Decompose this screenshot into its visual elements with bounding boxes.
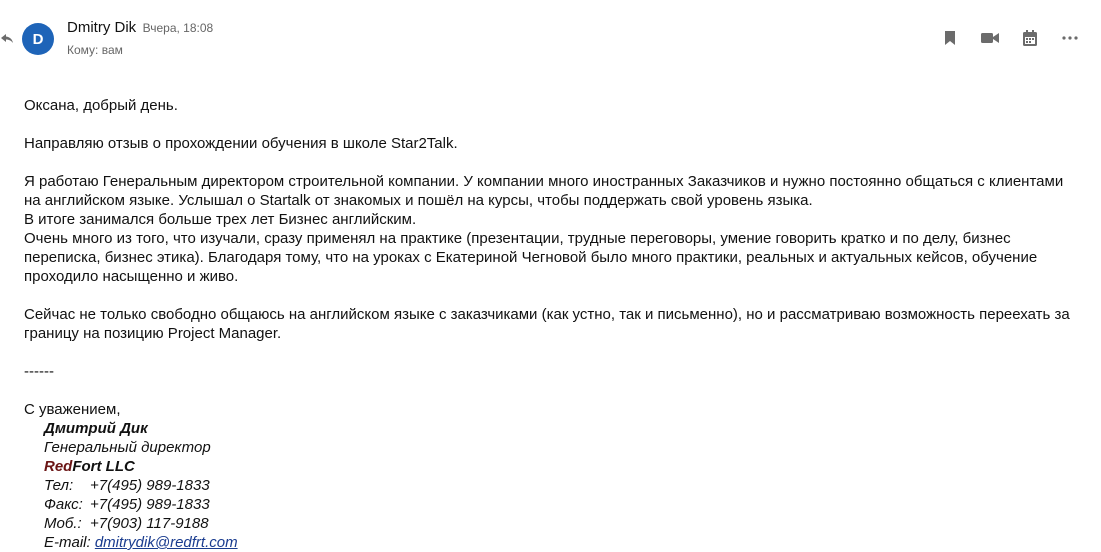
email-link[interactable]: dmitrydik@redfrt.com (94, 534, 238, 551)
paragraph-2-line: переписка, бизнес этика). Благодаря тому, что на уроках с Екатериной Чегновой было много практики, реальных и актуальных кейсов, обучение (24, 249, 1038, 266)
sender-name[interactable]: Dmitry Dik (67, 19, 137, 36)
closing: С уважением, (24, 401, 121, 418)
email-label: E-mail: (44, 534, 91, 551)
paragraph-3-line: границу на позицию Project Manager. (24, 325, 282, 342)
signature (24, 419, 1084, 552)
message-toolbar (919, 29, 1079, 47)
recipient-row (67, 43, 123, 57)
paragraph-2-line: Очень много из того, что изучали, сразу применял на практике (презентации, трудные переговоры, умение говорить кратко и по делу, бизнес (24, 230, 1011, 247)
signature-phone-row (44, 476, 1084, 495)
signature-company (44, 457, 1084, 476)
paragraph-2-line: проходило насыщенно и живо. (24, 268, 239, 285)
paragraph-2-line: В итоге занимался больше трех лет Бизнес английским. (24, 211, 417, 228)
mobile-value: +7(903) 117-9188 (90, 515, 209, 532)
paragraph-2 (24, 172, 1084, 286)
fax-label: Факс: (44, 496, 83, 513)
signature-fax-row (44, 495, 1084, 514)
paragraph-3 (24, 305, 1084, 343)
company-rest-part: Fort LLC (72, 458, 135, 475)
phone-value: +7(495) 989-1833 (90, 477, 210, 494)
paragraph-2-line: на английском языке. Услышал о Startalk от знакомых и пошёл на курсы, чтобы поддержать свой уровень языка. (24, 192, 813, 209)
sender-row (67, 19, 213, 37)
greeting: Оксана, добрый день. (24, 97, 178, 114)
avatar: D (22, 23, 54, 55)
phone-label: Тел: (44, 477, 74, 494)
paragraph-2-line: Я работаю Генеральным директором строительной компании. У компании много иностранных Заказчиков и нужно постоянно общаться с клиентами (24, 173, 1064, 190)
more-icon[interactable] (1061, 29, 1079, 47)
signature-mobile-row (44, 514, 1084, 533)
bookmark-icon[interactable] (941, 29, 959, 47)
company-red-part: Red (44, 458, 73, 475)
signature-title: Генеральный директор (44, 439, 211, 456)
signature-email-row (44, 533, 1084, 552)
video-icon[interactable] (981, 29, 999, 47)
fax-value: +7(495) 989-1833 (90, 496, 210, 513)
paragraph-1: Направляю отзыв о прохождении обучения в школе Star2Talk. (24, 135, 458, 152)
reply-icon[interactable] (0, 31, 14, 45)
to-value: вам (101, 43, 123, 57)
separator: ------ (24, 363, 54, 380)
calendar-icon[interactable] (1021, 29, 1039, 47)
signature-name: Дмитрий Дик (44, 420, 148, 437)
paragraph-3-line: Сейчас не только свободно общаюсь на английском языке с заказчиками (как устно, так и письменно), но и рассматриваю возможность переехать за (24, 306, 1070, 323)
message-body (24, 96, 1084, 552)
mobile-label: Моб.: (44, 515, 82, 532)
to-label: Кому: (67, 43, 99, 57)
sent-time: Вчера, 18:08 (142, 21, 214, 35)
